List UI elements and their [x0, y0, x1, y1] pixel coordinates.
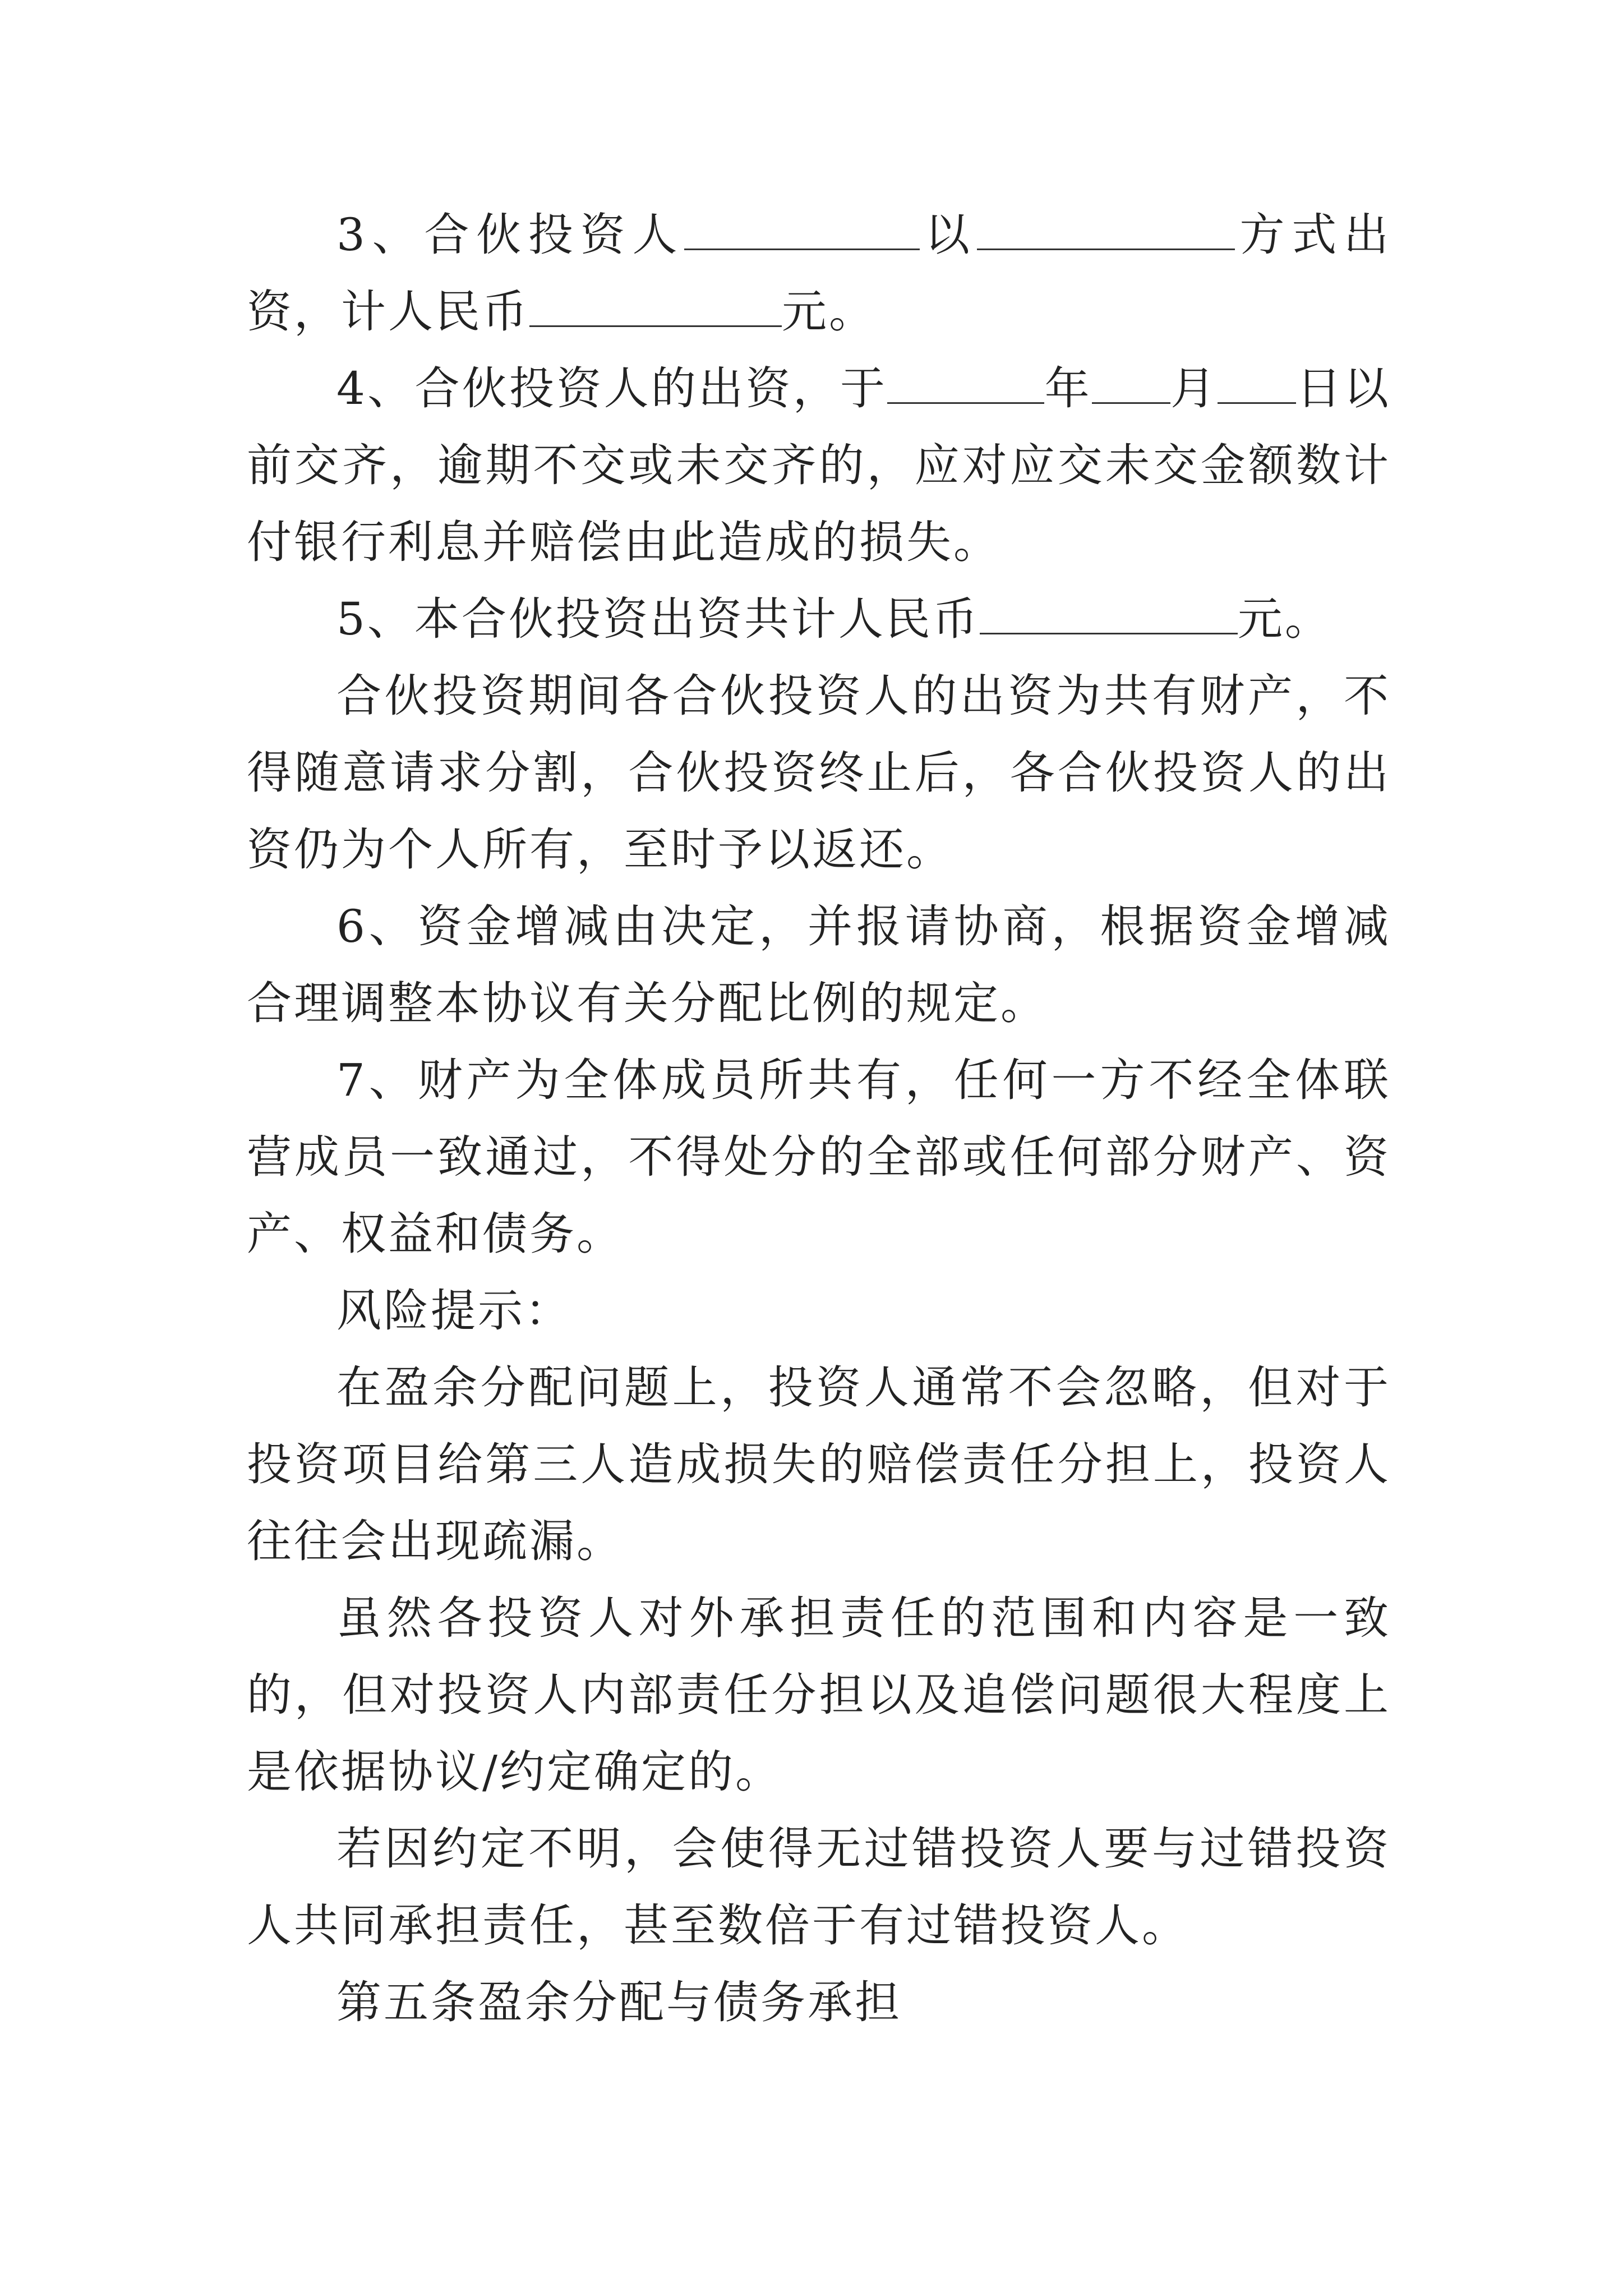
contribution-method-blank — [977, 215, 1235, 250]
p4-text-a: 4、合伙投资人的出资，于 — [336, 362, 888, 415]
month-blank — [1092, 369, 1170, 404]
p4-text-d: 日以前交齐，逾期不交或未交齐的，应对应交未交金额数计付银行利息并赔偿由此造成的损失。 — [247, 362, 1391, 568]
document-body — [247, 196, 1391, 2041]
risk-warning-paragraph-1: 在盈余分配问题上，投资人通常不会忽略，但对于投资项目给第三人造成损失的赔偿责任分担上，投资人往往会出现疏漏。 — [247, 1361, 1391, 1567]
p5-text-a: 5、本合伙投资出资共计人民币 — [336, 593, 980, 645]
investor-name-blank — [684, 215, 920, 250]
paragraph-common-property: 合伙投资期间各合伙投资人的出资为共有财产，不得随意请求分割，合伙投资终止后，各合伙投资人的出资仍为个人所有，至时予以返还。 — [247, 670, 1391, 876]
p3-text-c: 方式出资，计人民币 — [247, 209, 1391, 338]
p4-text-c: 月 — [1170, 362, 1218, 415]
day-blank — [1218, 369, 1296, 404]
p3-text-b: 以 — [920, 209, 977, 261]
p3-text-d: 元。 — [782, 286, 876, 338]
paragraph-contribution-deadline — [247, 350, 1391, 581]
contribution-amount-blank — [529, 292, 782, 327]
article-5-heading: 第五条盈余分配与债务承担 — [336, 1976, 902, 2028]
paragraph-contribution-method — [247, 196, 1391, 350]
risk-warning-paragraph-2: 虽然各投资人对外承担责任的范围和内容是一致的，但对投资人内部责任分担以及追偿问题很大程度上是依据协议/约定确定的。 — [247, 1592, 1391, 1798]
paragraph-fund-adjustment: 6、资金增减由决定，并报请协商，根据资金增减合理调整本协议有关分配比例的规定。 — [247, 900, 1391, 1029]
paragraph-property-ownership: 7、财产为全体成员所共有，任何一方不经全体联营成员一致通过，不得处分的全部或任何部分财产、资产、权益和债务。 — [247, 1054, 1391, 1260]
risk-warning-paragraph-3: 若因约定不明，会使得无过错投资人要与过错投资人共同承担责任，甚至数倍于有过错投资人。 — [247, 1823, 1391, 1952]
p4-text-b: 年 — [1044, 362, 1092, 415]
p5-text-b: 元。 — [1237, 593, 1332, 645]
p3-text-a: 3、合伙投资人 — [336, 209, 685, 261]
risk-warning-title: 风险提示： — [336, 1285, 572, 1337]
paragraph-total-contribution — [247, 581, 1391, 657]
total-amount-blank — [980, 599, 1238, 634]
year-blank — [887, 369, 1044, 404]
